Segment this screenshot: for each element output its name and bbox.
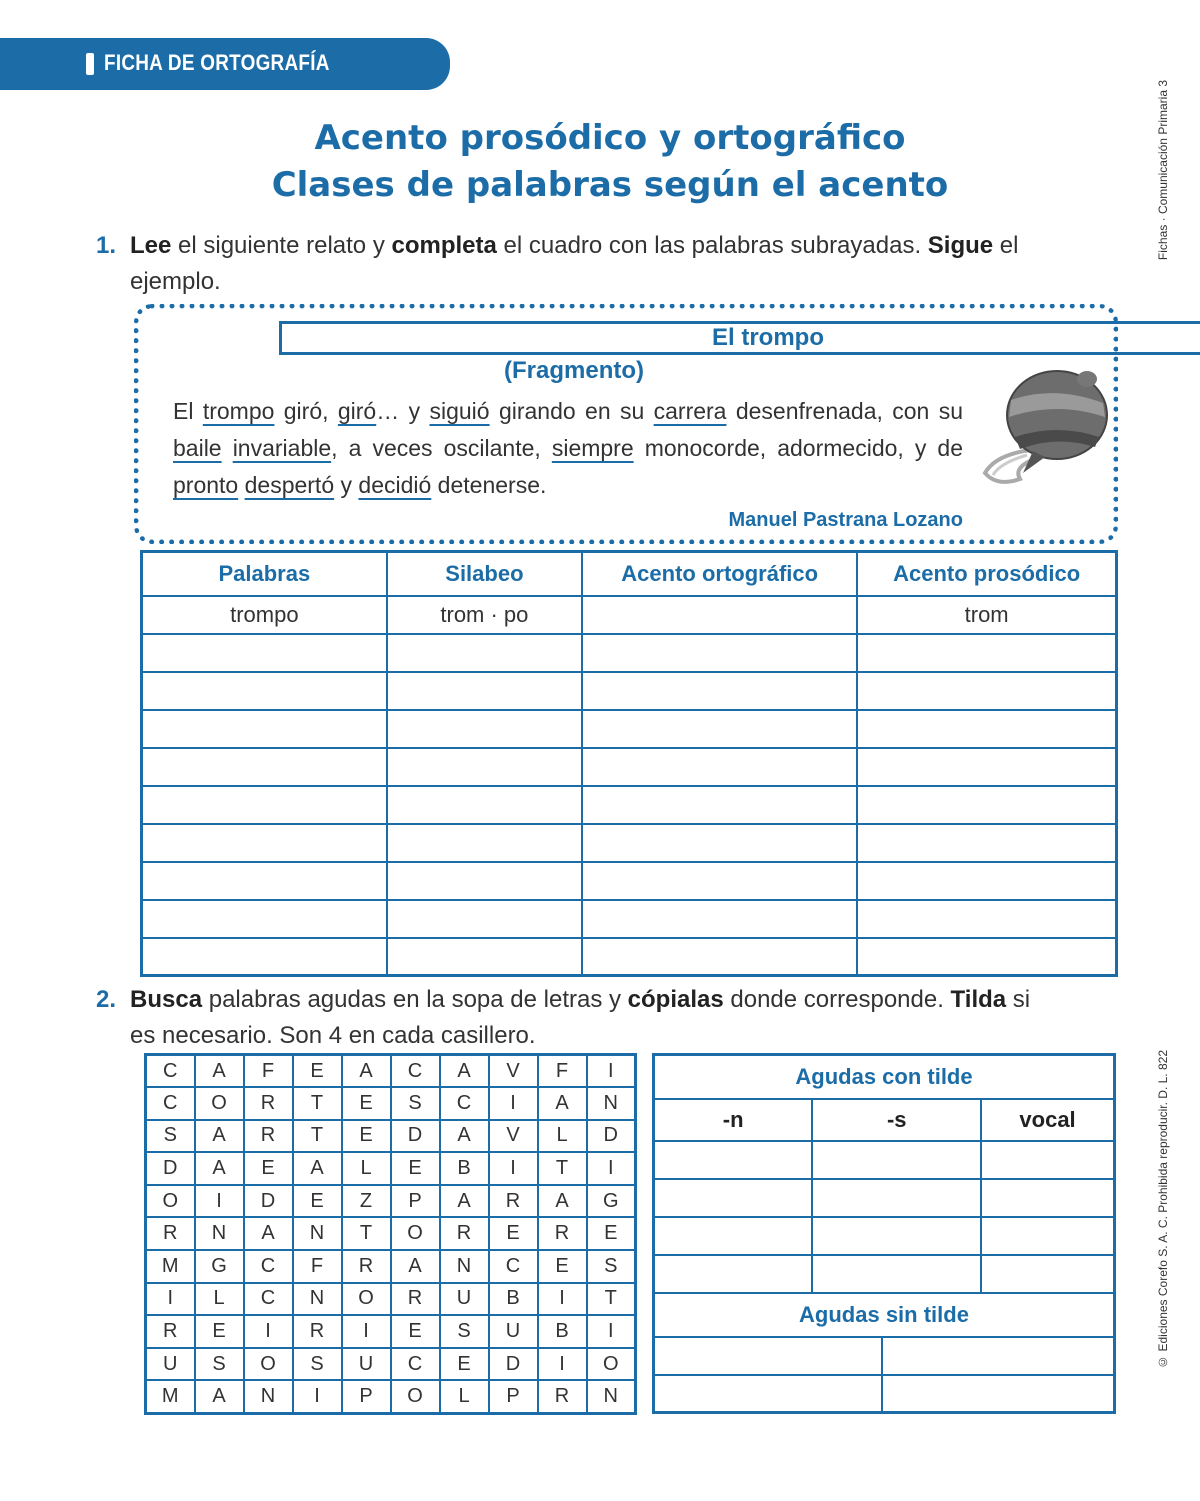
underlined-word: baile: [173, 435, 222, 461]
answer-cell[interactable]: [387, 900, 582, 938]
grid-letter[interactable]: E: [244, 1152, 293, 1185]
grid-letter[interactable]: Z: [342, 1185, 391, 1218]
grid-letter[interactable]: I: [587, 1315, 636, 1348]
exercise1-instructions: [96, 228, 1120, 300]
grid-letter[interactable]: A: [195, 1380, 244, 1413]
grid-letter[interactable]: D: [587, 1120, 636, 1153]
answer-cell[interactable]: [582, 938, 857, 976]
story-title: El trompo: [279, 321, 1200, 355]
grid-letter[interactable]: S: [195, 1348, 244, 1381]
underlined-word: invariable: [232, 435, 332, 461]
story-text-segment: , a veces oscilante,: [331, 435, 552, 461]
grid-letter[interactable]: N: [587, 1087, 636, 1120]
answer-cell[interactable]: [812, 1179, 981, 1217]
answer-cell[interactable]: [857, 710, 1116, 748]
grid-letter[interactable]: E: [489, 1217, 538, 1250]
grid-letter[interactable]: B: [440, 1152, 489, 1185]
grid-letter[interactable]: S: [293, 1348, 342, 1381]
grid-letter[interactable]: R: [538, 1217, 587, 1250]
grid-letter[interactable]: I: [195, 1185, 244, 1218]
ex1-word-sigue: Sigue: [927, 232, 994, 259]
table-row-example: [142, 596, 1117, 634]
table-row: [654, 1217, 1115, 1255]
answer-cell[interactable]: [387, 672, 582, 710]
grid-letter[interactable]: A: [440, 1055, 489, 1088]
story-text: [173, 393, 963, 504]
answer-cell[interactable]: [387, 862, 582, 900]
answer-cell[interactable]: [654, 1217, 813, 1255]
answer-cell[interactable]: [142, 938, 387, 976]
ex1-text-2: el cuadro con las palabras subrayadas.: [496, 232, 928, 259]
grid-letter[interactable]: S: [440, 1315, 489, 1348]
table-row: [654, 1255, 1115, 1293]
answer-cell[interactable]: [857, 900, 1116, 938]
grid-row: [146, 1055, 636, 1088]
answer-cell[interactable]: [654, 1141, 813, 1179]
answer-cell[interactable]: [142, 900, 387, 938]
grid-letter[interactable]: E: [391, 1315, 440, 1348]
col-header-n: -n: [654, 1099, 813, 1141]
grid-letter[interactable]: P: [342, 1380, 391, 1413]
answer-cell[interactable]: [582, 900, 857, 938]
grid-letter[interactable]: A: [440, 1120, 489, 1153]
underlined-word: trompo: [202, 398, 275, 424]
grid-letter[interactable]: N: [587, 1380, 636, 1413]
grid-letter[interactable]: A: [195, 1055, 244, 1088]
example-silabeo: trom · po: [387, 596, 582, 634]
ex2-text-2: donde corresponde.: [723, 986, 951, 1013]
ex2-text-1: palabras agudas en la sopa de letras y: [202, 986, 628, 1013]
col-header-s: -s: [812, 1099, 981, 1141]
underlined-word: siguió: [429, 398, 490, 424]
exercise2-number: 2.: [96, 986, 117, 1013]
col-header-vocal: vocal: [981, 1099, 1114, 1141]
example-palabra: trompo: [142, 596, 387, 634]
grid-letter[interactable]: F: [538, 1055, 587, 1088]
grid-letter[interactable]: S: [587, 1250, 636, 1283]
table-row: [142, 634, 1117, 672]
grid-letter[interactable]: D: [391, 1120, 440, 1153]
grid-letter[interactable]: I: [489, 1152, 538, 1185]
grid-letter[interactable]: V: [489, 1055, 538, 1088]
grid-row: [146, 1217, 636, 1250]
answer-cell[interactable]: [582, 824, 857, 862]
grid-letter[interactable]: R: [342, 1250, 391, 1283]
ex1-word-lee: Lee: [130, 232, 172, 259]
answer-cell[interactable]: [981, 1217, 1114, 1255]
answer-cell[interactable]: [387, 748, 582, 786]
answer-cell[interactable]: [857, 748, 1116, 786]
answer-cell[interactable]: [981, 1179, 1114, 1217]
grid-letter[interactable]: R: [391, 1283, 440, 1316]
col-header-silabeo: Silabeo: [387, 552, 582, 596]
underlined-word: carrera: [653, 398, 727, 424]
grid-letter[interactable]: L: [440, 1380, 489, 1413]
table-row: [142, 900, 1117, 938]
grid-letter[interactable]: R: [293, 1315, 342, 1348]
story-text-segment: giró,: [274, 398, 338, 424]
answer-cell[interactable]: [582, 710, 857, 748]
grid-letter[interactable]: R: [244, 1087, 293, 1120]
grid-letter[interactable]: I: [538, 1348, 587, 1381]
grid-letter[interactable]: D: [489, 1348, 538, 1381]
answer-cell[interactable]: [857, 786, 1116, 824]
answer-cell[interactable]: [582, 862, 857, 900]
table-row: [142, 862, 1117, 900]
grid-letter[interactable]: F: [293, 1250, 342, 1283]
grid-letter[interactable]: R: [244, 1120, 293, 1153]
grid-letter[interactable]: L: [538, 1120, 587, 1153]
header-marker: [86, 53, 94, 75]
grid-letter[interactable]: T: [538, 1152, 587, 1185]
grid-letter[interactable]: R: [146, 1217, 195, 1250]
grid-letter[interactable]: E: [587, 1217, 636, 1250]
col-header-acento-prosodico: Acento prosódico: [857, 552, 1116, 596]
table-row: [142, 710, 1117, 748]
grid-letter[interactable]: O: [587, 1348, 636, 1381]
page-title-line2: Clases de palabras según el acento: [271, 165, 949, 205]
story-text-segment: monocorde, adormecido, y de: [633, 435, 964, 461]
agudas-table: [652, 1053, 1116, 1414]
answer-cell[interactable]: [582, 634, 857, 672]
grid-letter[interactable]: E: [342, 1087, 391, 1120]
grid-letter[interactable]: U: [146, 1348, 195, 1381]
grid-letter[interactable]: E: [195, 1315, 244, 1348]
table-row: [654, 1375, 1115, 1413]
page-title-line1: Acento prosódico y ortográfico: [314, 118, 906, 158]
grid-letter[interactable]: C: [146, 1055, 195, 1088]
grid-letter[interactable]: I: [489, 1087, 538, 1120]
grid-letter[interactable]: N: [293, 1283, 342, 1316]
answer-cell[interactable]: [857, 824, 1116, 862]
grid-letter[interactable]: G: [587, 1185, 636, 1218]
grid-letter[interactable]: U: [440, 1283, 489, 1316]
grid-letter[interactable]: R: [146, 1315, 195, 1348]
grid-letter[interactable]: I: [587, 1055, 636, 1088]
grid-letter[interactable]: C: [244, 1283, 293, 1316]
grid-letter[interactable]: O: [342, 1283, 391, 1316]
answer-cell[interactable]: [142, 862, 387, 900]
answer-cell[interactable]: [812, 1255, 981, 1293]
grid-row: [146, 1283, 636, 1316]
grid-letter[interactable]: F: [244, 1055, 293, 1088]
answer-cell[interactable]: [857, 672, 1116, 710]
grid-row: [146, 1152, 636, 1185]
answer-cell[interactable]: [981, 1255, 1114, 1293]
underlined-word: giró: [337, 398, 377, 424]
story-subtitle: (Fragmento): [504, 357, 644, 384]
grid-letter[interactable]: I: [293, 1380, 342, 1413]
ex1-text-3: el: [993, 232, 1019, 259]
grid-letter[interactable]: A: [342, 1055, 391, 1088]
grid-letter[interactable]: R: [538, 1380, 587, 1413]
table-row: [142, 938, 1117, 976]
story-text-segment: y: [334, 472, 359, 498]
exercise1-number: 1.: [96, 232, 117, 259]
grid-letter[interactable]: E: [538, 1250, 587, 1283]
grid-letter[interactable]: O: [391, 1217, 440, 1250]
underlined-word: siempre: [551, 435, 634, 461]
story-text-segment: desenfrenada, con su: [726, 398, 964, 424]
grid-letter[interactable]: C: [146, 1087, 195, 1120]
table-row: [654, 1141, 1115, 1179]
table-row: [142, 786, 1117, 824]
grid-letter[interactable]: C: [440, 1087, 489, 1120]
grid-letter[interactable]: A: [195, 1120, 244, 1153]
ex2-word-tilda: Tilda: [950, 986, 1007, 1013]
grid-letter[interactable]: D: [244, 1185, 293, 1218]
answer-cell[interactable]: [387, 634, 582, 672]
grid-letter[interactable]: N: [244, 1380, 293, 1413]
answer-cell[interactable]: [387, 786, 582, 824]
grid-letter[interactable]: A: [538, 1087, 587, 1120]
grid-letter[interactable]: S: [146, 1120, 195, 1153]
grid-letter[interactable]: S: [391, 1087, 440, 1120]
answer-cell[interactable]: [882, 1375, 1115, 1413]
grid-letter[interactable]: I: [538, 1283, 587, 1316]
answer-cell[interactable]: [981, 1141, 1114, 1179]
table-row: [654, 1179, 1115, 1217]
grid-letter[interactable]: T: [587, 1283, 636, 1316]
grid-letter[interactable]: O: [146, 1185, 195, 1218]
grid-row: [146, 1087, 636, 1120]
grid-row: [146, 1250, 636, 1283]
grid-letter[interactable]: O: [244, 1348, 293, 1381]
grid-letter[interactable]: B: [538, 1315, 587, 1348]
agudas-con-tilde-header: Agudas con tilde: [654, 1055, 1115, 1099]
story-text-segment: … y: [376, 398, 430, 424]
answer-cell[interactable]: [582, 672, 857, 710]
grid-letter[interactable]: T: [293, 1120, 342, 1153]
grid-letter[interactable]: P: [489, 1380, 538, 1413]
header-banner: [0, 38, 450, 90]
answer-cell[interactable]: [654, 1255, 813, 1293]
grid-letter[interactable]: I: [587, 1152, 636, 1185]
answer-cell[interactable]: [142, 710, 387, 748]
answer-cell[interactable]: [142, 748, 387, 786]
answer-cell[interactable]: [654, 1375, 882, 1413]
grid-letter[interactable]: R: [489, 1185, 538, 1218]
story-box: [134, 304, 1118, 544]
table-row: [142, 672, 1117, 710]
grid-letter[interactable]: R: [440, 1217, 489, 1250]
answer-cell[interactable]: [812, 1217, 981, 1255]
grid-letter[interactable]: C: [391, 1348, 440, 1381]
table-header-row: [142, 552, 1117, 596]
table-row: [142, 748, 1117, 786]
spinning-top-image: [975, 355, 1115, 495]
story-text-segment: El: [173, 398, 203, 424]
answer-cell[interactable]: [142, 634, 387, 672]
answer-cell[interactable]: [882, 1337, 1115, 1375]
grid-letter[interactable]: L: [195, 1283, 244, 1316]
story-author: Manuel Pastrana Lozano: [728, 509, 963, 531]
grid-letter[interactable]: U: [489, 1315, 538, 1348]
answer-cell[interactable]: [582, 786, 857, 824]
grid-letter[interactable]: P: [391, 1185, 440, 1218]
answer-cell[interactable]: [857, 634, 1116, 672]
story-text-segment: girando en su: [489, 398, 654, 424]
grid-letter[interactable]: V: [489, 1120, 538, 1153]
answer-cell[interactable]: [387, 824, 582, 862]
grid-letter[interactable]: G: [195, 1250, 244, 1283]
grid-letter[interactable]: E: [293, 1185, 342, 1218]
grid-row: [146, 1380, 636, 1413]
ex2-text-4: es necesario. Son 4 en cada casillero.: [130, 1022, 536, 1049]
story-text-segment: [222, 435, 233, 461]
answer-cell[interactable]: [812, 1141, 981, 1179]
answer-cell[interactable]: [142, 824, 387, 862]
story-text-segment: detenerse.: [431, 472, 547, 498]
ex1-word-completa: completa: [391, 232, 497, 259]
table-row: [142, 824, 1117, 862]
side-note-bottom: © Ediciones Corefo S. A. C. Prohibida reproducir. D. L. 822: [1156, 1050, 1170, 1369]
grid-row: [146, 1348, 636, 1381]
answer-cell[interactable]: [142, 786, 387, 824]
side-note-top: Fichas · Comunicación Primaria 3: [1156, 80, 1170, 261]
grid-letter[interactable]: M: [146, 1250, 195, 1283]
ex2-word-busca: Busca: [130, 986, 203, 1013]
grid-letter[interactable]: I: [146, 1283, 195, 1316]
exercise2-instructions: [96, 982, 1120, 1054]
grid-letter[interactable]: N: [440, 1250, 489, 1283]
ex1-text-1: el siguiente relato y: [171, 232, 392, 259]
col-header-acento-ortografico: Acento ortográfico: [582, 552, 857, 596]
grid-letter[interactable]: N: [293, 1217, 342, 1250]
grid-letter[interactable]: B: [489, 1283, 538, 1316]
grid-row: [146, 1120, 636, 1153]
grid-letter[interactable]: N: [195, 1217, 244, 1250]
grid-letter[interactable]: E: [440, 1348, 489, 1381]
ex1-text-4: ejemplo.: [130, 268, 221, 295]
agudas-sin-tilde-header: Agudas sin tilde: [654, 1293, 1115, 1337]
grid-letter[interactable]: O: [195, 1087, 244, 1120]
answer-cell[interactable]: [857, 862, 1116, 900]
ex2-word-copialas: cópialas: [627, 986, 724, 1013]
grid-letter[interactable]: A: [538, 1185, 587, 1218]
grid-row: [146, 1185, 636, 1218]
word-search-grid: [144, 1053, 637, 1415]
grid-letter[interactable]: I: [244, 1315, 293, 1348]
words-table: [140, 550, 1118, 977]
underlined-word: decidió: [358, 472, 432, 498]
grid-letter[interactable]: E: [342, 1120, 391, 1153]
grid-letter[interactable]: I: [342, 1315, 391, 1348]
underlined-word: despertó: [244, 472, 335, 498]
grid-letter[interactable]: T: [293, 1087, 342, 1120]
underlined-word: pronto: [173, 472, 239, 498]
answer-cell[interactable]: [654, 1337, 882, 1375]
grid-letter[interactable]: M: [146, 1380, 195, 1413]
grid-row: [146, 1315, 636, 1348]
ex2-text-3: si: [1006, 986, 1031, 1013]
grid-letter[interactable]: A: [195, 1152, 244, 1185]
grid-letter[interactable]: T: [342, 1217, 391, 1250]
grid-letter[interactable]: L: [342, 1152, 391, 1185]
answer-cell[interactable]: [582, 748, 857, 786]
side-note: [1148, 80, 1178, 1440]
answer-cell[interactable]: [142, 672, 387, 710]
grid-letter[interactable]: C: [391, 1055, 440, 1088]
grid-letter[interactable]: C: [489, 1250, 538, 1283]
table-row: [654, 1337, 1115, 1375]
answer-cell[interactable]: [857, 938, 1116, 976]
answer-cell[interactable]: [654, 1179, 813, 1217]
col-header-palabras: Palabras: [142, 552, 387, 596]
grid-letter[interactable]: E: [391, 1152, 440, 1185]
answer-cell[interactable]: [387, 938, 582, 976]
grid-letter[interactable]: A: [244, 1217, 293, 1250]
grid-letter[interactable]: A: [293, 1152, 342, 1185]
grid-letter[interactable]: C: [244, 1250, 293, 1283]
header-label: FICHA DE ORTOGRAFÍA: [104, 50, 330, 75]
grid-letter[interactable]: D: [146, 1152, 195, 1185]
grid-letter[interactable]: A: [440, 1185, 489, 1218]
grid-letter[interactable]: A: [391, 1250, 440, 1283]
grid-letter[interactable]: E: [293, 1055, 342, 1088]
example-prosodico: trom: [857, 596, 1116, 634]
example-ortografico: [582, 596, 857, 634]
answer-cell[interactable]: [387, 710, 582, 748]
grid-letter[interactable]: O: [391, 1380, 440, 1413]
grid-letter[interactable]: U: [342, 1348, 391, 1381]
